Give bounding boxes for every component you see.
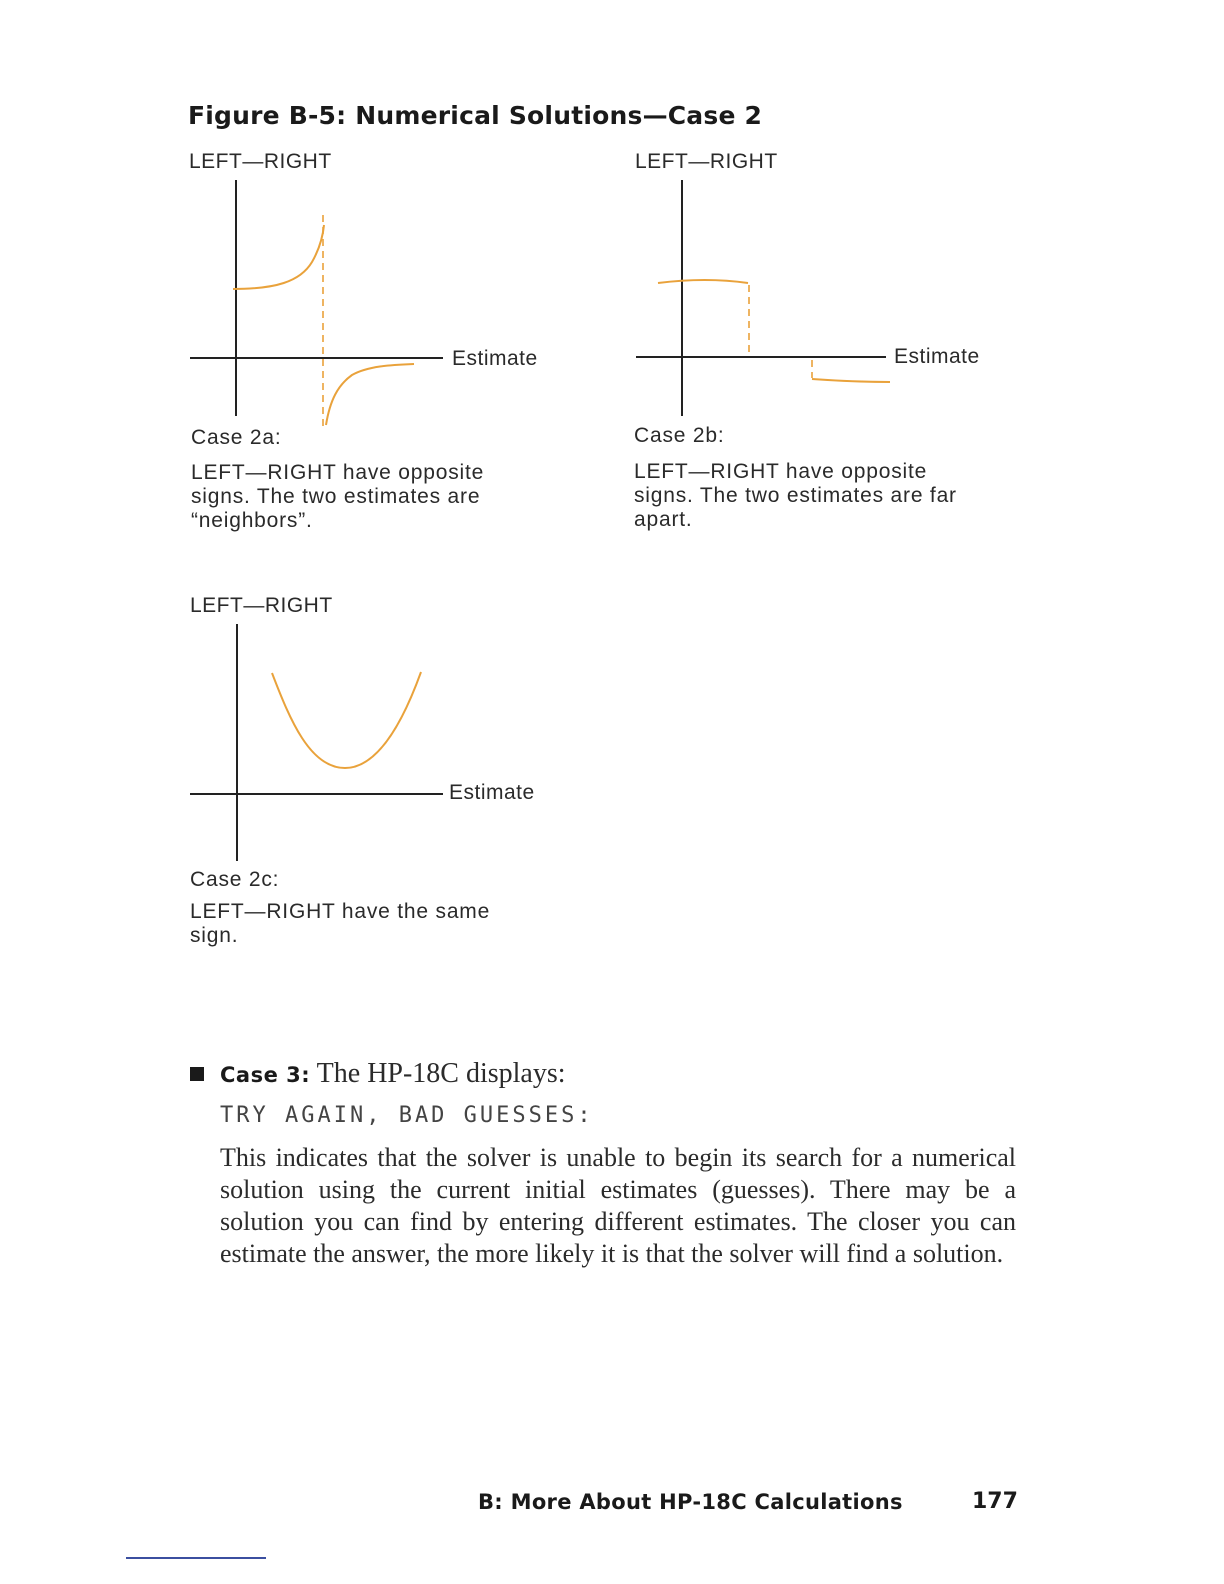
footer-section-title: B: More About HP-18C Calculations bbox=[478, 1490, 903, 1514]
graph-c-y-label: LEFT—RIGHT bbox=[190, 594, 333, 617]
case3-paragraph: This indicates that the solver is unable to begin its search for a numerical solution using the current initial estimates (guesses). There may be a solution you can find by entering different estimates. The closer you can estimate the answer, the more likely it is that the solver will find a solution. bbox=[220, 1143, 1016, 1268]
graph-c-description: LEFT—RIGHT have the same sign. bbox=[190, 900, 491, 947]
graph-a-x-label: Estimate bbox=[452, 347, 538, 370]
graph-c-curve bbox=[272, 672, 421, 768]
graph-c-x-label: Estimate bbox=[449, 781, 535, 804]
graph-b-case: Case 2b: bbox=[634, 424, 725, 447]
calculator-display-message: TRY AGAIN, BAD GUESSES: bbox=[220, 1103, 594, 1128]
graph-c-case: Case 2c: bbox=[190, 868, 280, 891]
graph-b-y-label: LEFT—RIGHT bbox=[635, 150, 778, 173]
case3-label: Case 3: bbox=[220, 1063, 311, 1087]
page-number: 177 bbox=[972, 1489, 1018, 1514]
graph-b-x-label: Estimate bbox=[894, 345, 980, 368]
graph-a-y-label: LEFT—RIGHT bbox=[189, 150, 332, 173]
figure-title: Figure B-5: Numerical Solutions—Case 2 bbox=[188, 101, 763, 130]
bullet-square bbox=[190, 1067, 204, 1081]
graph-b-description: LEFT—RIGHT have opposite signs. The two estimates are far apart. bbox=[634, 460, 957, 531]
case3-heading bbox=[220, 1058, 566, 1090]
graph-a-case: Case 2a: bbox=[191, 426, 282, 449]
case3-text: The HP-18C displays: bbox=[316, 1058, 566, 1089]
graph-a-description: LEFT—RIGHT have opposite signs. The two estimates are “neighbors”. bbox=[191, 461, 485, 532]
bottom-rule bbox=[126, 1557, 266, 1559]
